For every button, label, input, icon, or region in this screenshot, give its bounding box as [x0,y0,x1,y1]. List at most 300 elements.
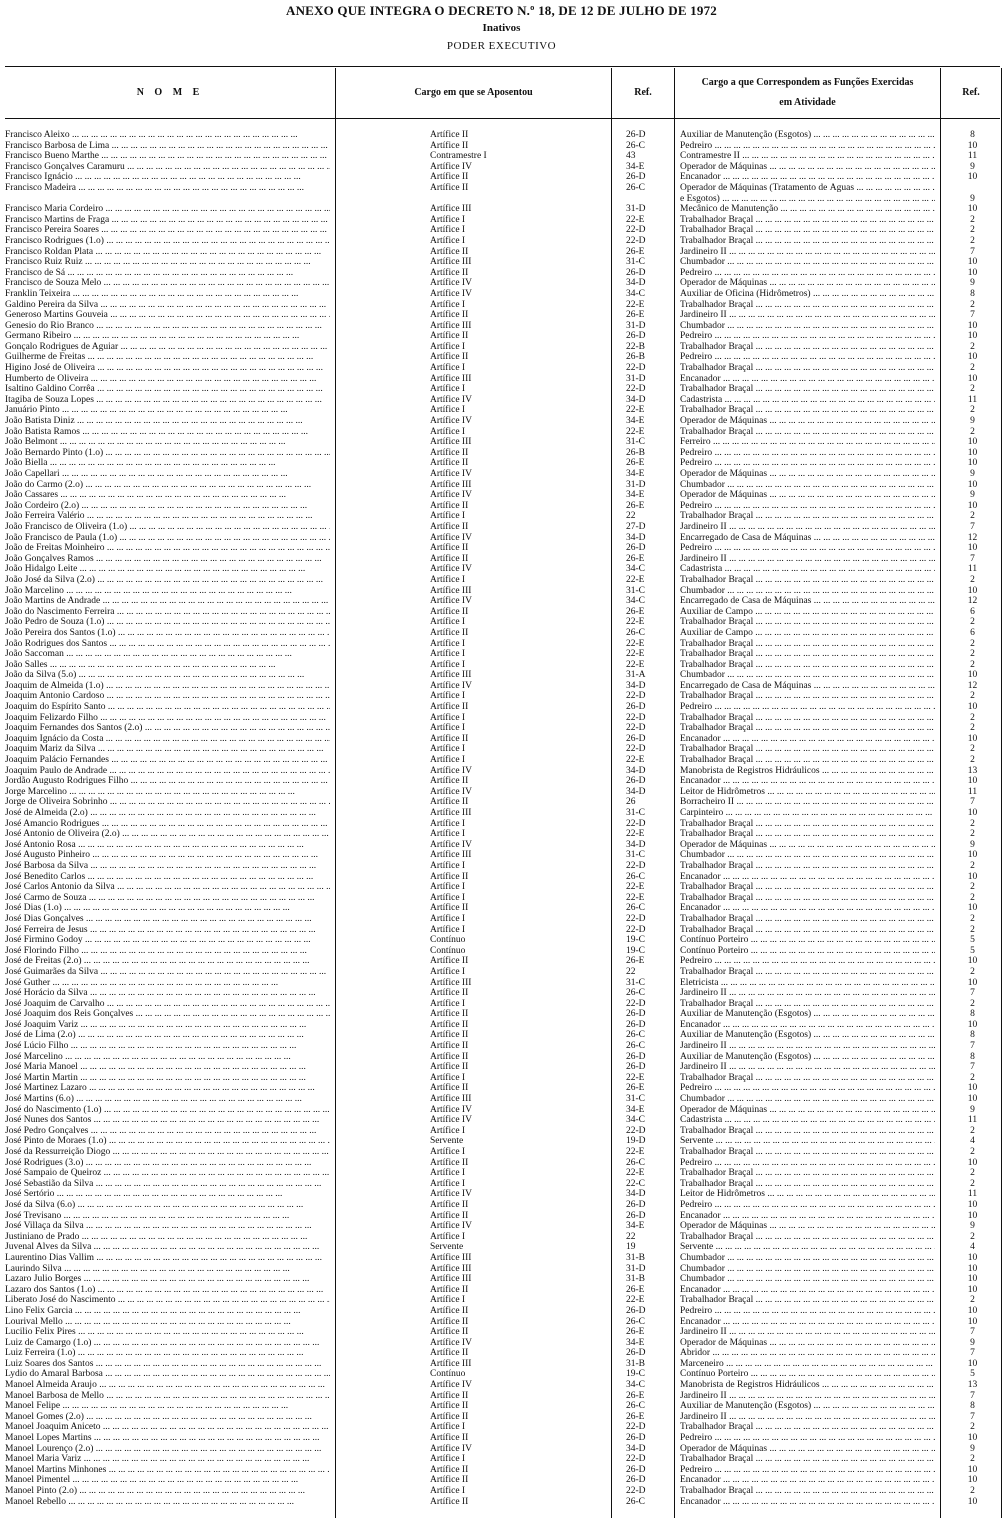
reference-cell: 34-C [626,1115,645,1126]
reference-cell: 26-D [626,1433,646,1444]
reference-cell: 31-D [626,373,646,384]
reference-cell: 22-D [626,818,646,829]
name-cell: João Cassares ... . [5,490,330,501]
function-reference-cell: 2 [970,617,975,628]
function-reference-cell: 2 [970,341,975,352]
table-row [0,639,1003,650]
table-row [0,893,1003,904]
name-cell: Lourival Mello ... . [5,1317,330,1328]
reference-cell: 31-B [626,1358,645,1369]
retired-position-cell: Artífice I [430,659,466,670]
table-row [0,215,1003,226]
function-cell: Contínuo Porteiro ... . [680,946,935,957]
retired-position-cell: Artífice I [430,723,466,734]
table-row [0,596,1003,607]
name-cell: Manoel Maria Variz ... . [5,1454,330,1465]
function-reference-cell: 9 [970,1443,975,1454]
table-row [0,278,1003,289]
function-cell: Trabalhador Braçal ... . [680,1073,935,1084]
function-cell: Pedreiro ... . [680,331,935,342]
function-cell: Trabalhador Braçal ... . [680,925,935,936]
name-cell: Manoel Barbosa de Mello ... . [5,1391,330,1402]
reference-cell: 26-D [626,267,646,278]
function-reference-cell: 2 [970,723,975,734]
function-reference-cell: 10 [967,1199,978,1210]
table-top-rule [5,66,1000,67]
reference-cell: 31-D [626,1263,646,1274]
function-cell: Pedreiro ... . [680,702,935,713]
function-reference-cell: 10 [967,1157,978,1168]
table-row [0,670,1003,681]
name-cell: Lazaro Julio Borges ... . [5,1274,330,1285]
name-cell: Manoel Felipe ... . [5,1401,330,1412]
name-cell: José Sebastião da Silva ... . [5,1179,330,1190]
name-cell: José Nunes dos Santos ... . [5,1115,330,1126]
function-cell: Operador de Máquinas ... . [680,1221,935,1232]
reference-cell: 26-C [626,1041,645,1052]
reference-cell: 26-D [626,172,646,183]
name-cell: Franklin Teixeira ... . [5,289,330,300]
name-cell: José Horácio da Silva ... . [5,988,330,999]
function-cell: Jardineiro II ... . [680,554,935,565]
table-row [0,225,1003,236]
function-cell: Pedreiro ... . [680,543,935,554]
reference-cell: 26-B [626,447,645,458]
reference-cell: 22 [626,511,636,522]
retired-position-cell: Artífice I [430,1454,466,1465]
table-row [0,183,1003,194]
table-row [0,1412,1003,1423]
retired-position-cell: Artífice I [430,511,466,522]
reference-cell: 22-E [626,405,645,416]
table-row [0,1179,1003,1190]
retired-position-cell: Artífice IV [430,596,472,607]
reference-cell: 34-D [626,786,646,797]
retired-position-cell: Artífice I [430,882,466,893]
retired-position-cell: Artífice II [430,1062,469,1073]
name-cell: Joaquim do Espírito Santo ... . [5,702,330,713]
reference-cell: 22-D [626,384,646,395]
retired-position-cell: Artífice IV [430,394,472,405]
function-reference-cell: 2 [970,1178,975,1189]
table-row [0,617,1003,628]
table-row [0,723,1003,734]
table-row [0,321,1003,332]
name-cell: Joaquim de Almeida (1.o) ... . [5,681,330,692]
retired-position-cell: Artífice I [430,617,466,628]
reference-cell: 26-D [626,702,646,713]
function-reference-cell: 2 [970,860,975,871]
name-cell: Laurentino Dias Vallim ... . [5,1253,330,1264]
reference-cell: 22 [626,966,636,977]
table-row [0,1253,1003,1264]
reference-cell: 26-D [626,1019,646,1030]
retired-position-cell: Artífice I [430,225,466,236]
retired-position-cell: Artífice IV [430,1380,472,1391]
function-reference-cell: 10 [967,1433,978,1444]
reference-cell: 26-C [626,1030,645,1041]
function-cell: Borracheiro II ... . [680,797,935,808]
function-reference-cell: 7 [970,797,975,808]
name-cell: José Lúcio Filho ... . [5,1041,330,1052]
function-cell: Operador de Máquinas ... . [680,416,935,427]
table-row [0,257,1003,268]
table-row [0,342,1003,353]
reference-cell: 26-D [626,1210,646,1221]
function-reference-cell: 10 [967,1496,978,1507]
header-ref: Ref. [634,87,652,98]
name-cell: João Rodrigues dos Santos ... . [5,639,330,650]
function-reference-cell: 2 [970,1454,975,1465]
table-row [0,925,1003,936]
reference-cell: 22 [626,1231,636,1242]
reference-cell: 26-D [626,1199,646,1210]
reference-cell: 22-E [626,1168,645,1179]
name-cell: Manoel Lourenço (2.o) ... . [5,1444,330,1455]
retired-position-cell: Artífice II [430,1030,469,1041]
function-reference-cell: 10 [967,733,978,744]
function-reference-cell: 8 [970,1030,975,1041]
reference-cell: 31-C [626,1094,645,1105]
function-cell: Trabalhador Braçal ... . [680,1232,935,1243]
function-cell: Cadastrista ... . [680,564,935,575]
reference-cell: 34-D [626,1443,646,1454]
table-row [0,352,1003,363]
function-cell: Pedreiro ... . [680,352,935,363]
name-cell: José Martin Martin ... . [5,1073,330,1084]
retired-position-cell: Contínuo [430,1369,466,1380]
function-reference-cell: 10 [967,1210,978,1221]
name-cell: Manoel Pinto (2.o) ... . [5,1486,330,1497]
name-cell: José Guimarães da Silva ... . [5,967,330,978]
retired-position-cell: Artífice II [430,331,469,342]
name-cell: José de Almeida (2.o) ... . [5,808,330,819]
function-reference-cell: 9 [970,839,975,850]
function-cell: Chumbador ... . [680,586,935,597]
function-reference-cell: 7 [970,1390,975,1401]
function-reference-cell: 2 [970,966,975,977]
table-row [0,416,1003,427]
function-cell: Jardineiro II ... . [680,310,935,321]
retired-position-cell: Artífice I [430,426,466,437]
function-cell: Leitor de Hidrômetros ... . [680,1189,935,1200]
table-row [0,1433,1003,1444]
function-reference-cell: 9 [970,278,975,289]
retired-position-cell: Artífice I [430,649,466,660]
section-title: PODER EXECUTIVO [446,40,557,52]
retired-position-cell: Contramestre I [430,151,487,162]
name-cell: João Bernardo Pinto (1.o) ... . [5,448,330,459]
name-cell: Francisco Ruiz Ruiz ... . [5,257,330,268]
reference-cell: 26-E [626,1327,645,1338]
retired-position-cell: Artífice II [430,797,469,808]
reference-cell: 34-C [626,1380,645,1391]
retired-position-cell: Artífice I [430,998,466,1009]
function-reference-cell: 2 [970,892,975,903]
function-reference-cell: 9 [970,161,975,172]
retired-position-cell: Artífice I [430,913,466,924]
retired-position-cell: Artífice II [430,182,469,193]
name-cell: Francisco Ignácio ... . [5,172,330,183]
table-row [0,1274,1003,1285]
name-cell: Lino Felix Garcia ... . [5,1306,330,1317]
reference-cell: 26-E [626,956,645,967]
reference-cell: 22-E [626,755,645,766]
function-cell: Jardineiro II ... . [680,1327,935,1338]
retired-position-cell: Artífice I [430,1422,466,1433]
function-cell: Operador de Máquinas ... . [680,469,935,480]
name-cell: Isaltino Galdino Corrêa ... . [5,384,330,395]
reference-cell: 31-C [626,977,645,988]
reference-cell: 22-C [626,1178,645,1189]
function-reference-cell: 2 [970,384,975,395]
function-cell: Auxiliar de Manutenção (Esgotos) ... . [680,130,935,141]
function-cell: Jardineiro II ... . [680,247,935,258]
function-cell: Encanador ... . [680,1317,935,1328]
retired-position-cell: Artífice IV [430,161,472,172]
function-reference-cell: 10 [967,1263,978,1274]
retired-position-cell: Artífice II [430,310,469,321]
function-reference-cell: 8 [970,130,975,140]
table-row [0,1221,1003,1232]
reference-cell: 26-C [626,871,645,882]
table-row [0,1083,1003,1094]
function-cell: Trabalhador Braçal ... . [680,1486,935,1497]
reference-cell: 22-D [626,998,646,1009]
function-reference-cell: 2 [970,214,975,225]
retired-position-cell: Artífice II [430,543,469,554]
reference-cell: 34-E [626,1104,645,1115]
reference-cell: 31-B [626,1252,645,1263]
table-row [0,850,1003,861]
reference-cell: 22-B [626,341,645,352]
function-cell: Encanador ... . [680,1020,935,1031]
table-row [0,554,1003,565]
function-reference-cell: 10 [967,585,978,596]
function-cell: Trabalhador Braçal ... . [680,427,935,438]
table-row [0,691,1003,702]
name-cell: Lucilio Felix Pires ... . [5,1327,330,1338]
function-reference-cell: 2 [970,755,975,766]
table-row [0,946,1003,957]
reference-cell: 26-D [626,1348,646,1359]
reference-cell: 22-D [626,913,646,924]
name-cell: José Trevisano ... . [5,1211,330,1222]
name-cell: José Florindo Filho ... . [5,946,330,957]
retired-position-cell: Artífice III [430,670,472,681]
table-row [0,268,1003,279]
table-row [0,1136,1003,1147]
table-row [0,999,1003,1010]
retired-position-cell: Artífice IV [430,1104,472,1115]
table-row [0,300,1003,311]
retired-position-cell: Artífice I [430,299,466,310]
reference-cell: 26-D [626,1051,646,1062]
name-cell: João José da Silva (2.o) ... . [5,575,330,586]
table-row [0,1211,1003,1222]
table-row [0,533,1003,544]
name-cell: Laurindo Silva ... . [5,1264,330,1275]
retired-position-cell: Artífice II [430,627,469,638]
name-cell: José Sampaio de Queiroz ... . [5,1168,330,1179]
retired-position-cell: Contínuo [430,945,466,956]
reference-cell: 34-E [626,416,645,427]
table-row [0,1264,1003,1275]
retired-position-cell: Artífice II [430,458,469,469]
table-row [0,797,1003,808]
retired-position-cell: Artífice II [430,447,469,458]
function-cell: Trabalhador Braçal ... . [680,999,935,1010]
name-cell: Manoel Almeida Araujo ... . [5,1380,330,1391]
header-cargo: Cargo em que se Aposentou [414,87,533,98]
function-reference-cell: 10 [967,850,978,861]
function-cell: Encanador ... . [680,776,935,787]
retired-position-cell: Artífice III [430,1274,472,1285]
retired-position-cell: Artífice III [430,257,472,268]
name-cell: João Pedro de Souza (1.o) ... . [5,617,330,628]
table-row [0,331,1003,342]
function-cell: Trabalhador Braçal ... . [680,861,935,872]
function-reference-cell: 9 [970,1337,975,1348]
function-reference-cell: 7 [970,1062,975,1073]
name-cell: José Villaça da Silva ... . [5,1221,330,1232]
table-row [0,1401,1003,1412]
table-row [0,819,1003,830]
retired-position-cell: Artífice II [430,352,469,363]
function-reference-cell: 10 [967,267,978,278]
function-cell: Trabalhador Braçal ... . [680,660,935,671]
function-reference-cell: 10 [967,257,978,268]
function-cell: Chumbador ... . [680,1253,935,1264]
function-cell: Encanador ... . [680,172,935,183]
table-row [0,1306,1003,1317]
retired-position-cell: Artífice II [430,988,469,999]
function-cell: Auxiliar de Manutenção (Esgotos) ... . [680,1401,935,1412]
name-cell: José Rodrigues (3.o) ... . [5,1158,330,1169]
name-cell: Manoel Pimentel ... . [5,1475,330,1486]
function-reference-cell: 7 [970,1411,975,1422]
name-cell: Joaquim Felizardo Filho ... . [5,713,330,724]
function-cell: Encanador ... . [680,734,935,745]
retired-position-cell: Artífice I [430,1295,466,1306]
reference-cell: 34-E [626,161,645,172]
retired-position-cell: Artífice I [430,924,466,935]
table-row [0,1009,1003,1020]
name-cell: Joaquim Mariz da Silva ... . [5,744,330,755]
retired-position-cell: Artífice I [430,1147,466,1157]
retired-position-cell: Artífice II [430,606,469,617]
retired-position-cell: Artífice II [430,1316,469,1327]
reference-cell: 26-E [626,1411,645,1422]
retired-position-cell: Artífice II [430,1464,469,1475]
function-reference-cell: 2 [970,574,975,585]
name-cell: Francisco Rodrigues (1.o) ... . [5,236,330,247]
retired-position-cell: Artífice II [430,246,469,257]
table-row [0,766,1003,777]
function-reference-cell: 10 [967,1252,978,1263]
name-cell: Higino José de Oliveira ... . [5,363,330,374]
table-row [0,702,1003,713]
reference-cell: 22-D [626,363,646,374]
function-reference-cell: 10 [967,447,978,458]
retired-position-cell: Artífice IV [430,416,472,427]
reference-cell: 22-D [626,860,646,871]
function-cell: Servente ... . [680,1242,935,1253]
table-header-rule [5,118,1000,119]
header-funcoes: Cargo a que Correspondem as Funções Exercidas em Atividade [701,77,914,108]
retired-position-cell: Artífice IV [430,680,472,691]
name-cell: João Capellari ... . [5,469,330,480]
reference-cell: 34-D [626,839,646,850]
reference-cell: 34-C [626,596,645,607]
retired-position-cell: Artífice I [430,638,466,649]
table-row [0,1486,1003,1497]
reference-cell: 22-E [626,617,645,628]
retired-position-cell: Artífice I [430,1178,466,1189]
function-reference-cell: 5 [970,1369,975,1380]
table-row [0,713,1003,724]
reference-cell: 26-E [626,458,645,469]
function-cell: Trabalhador Braçal ... . [680,1179,935,1190]
function-cell: Trabalhador Braçal ... . [680,967,935,978]
table-row [0,1242,1003,1253]
reference-cell: 26-E [626,1083,645,1094]
function-cell: Trabalhador Braçal ... . [680,691,935,702]
function-reference-cell: 10 [967,871,978,882]
function-reference-cell: 10 [967,1284,978,1295]
function-reference-cell: 10 [967,331,978,342]
reference-cell: 27-D [626,521,646,532]
name-cell: José Pinto de Moraes (1.o) ... . [5,1136,330,1147]
table-row [0,744,1003,755]
name-cell: José Carmo de Souza ... . [5,893,330,904]
retired-position-cell: Artífice I [430,235,466,246]
function-cell: Trabalhador Braçal ... . [680,300,935,311]
function-cell: Pedreiro ... . [680,268,935,279]
function-reference-cell: 2 [970,649,975,660]
table-row [0,1348,1003,1359]
reference-cell: 26-C [626,1157,645,1168]
reference-cell: 22-E [626,1295,645,1306]
name-cell: Manoel Lopes Martins ... . [5,1433,330,1444]
function-cell: Encanador ... . [680,1497,935,1508]
function-reference-cell: 9 [970,1104,975,1115]
table-row [0,1030,1003,1041]
reference-cell: 22-E [626,426,645,437]
function-reference-cell: 8 [970,1051,975,1062]
table-row [0,1465,1003,1476]
function-cell: Trabalhador Braçal ... . [680,225,935,236]
function-cell: Encarregado de Casa de Máquinas ... . [680,596,935,607]
reference-cell: 31-C [626,585,645,596]
function-cell: Jardineiro II ... . [680,1041,935,1052]
table-row [0,1338,1003,1349]
function-reference-cell: 12 [967,532,978,543]
retired-position-cell: Artífice II [430,1083,469,1094]
function-reference-cell: 10 [967,1094,978,1105]
function-cell: Trabalhador Braçal ... . [680,819,935,830]
table-row [0,1189,1003,1200]
retired-position-cell: Artífice I [430,405,466,416]
function-reference-cell: 2 [970,1295,975,1306]
name-cell: José Dias (1.o) ... . [5,903,330,914]
retired-position-cell: Artífice II [430,130,469,140]
name-cell: Justiniano de Prado ... . [5,1232,330,1243]
name-cell: Joaquim Paulo de Andrade ... . [5,766,330,777]
retired-position-cell: Artífice I [430,712,466,723]
function-cell: Trabalhador Braçal ... . [680,1168,935,1179]
function-cell: Trabalhador Braçal ... . [680,384,935,395]
